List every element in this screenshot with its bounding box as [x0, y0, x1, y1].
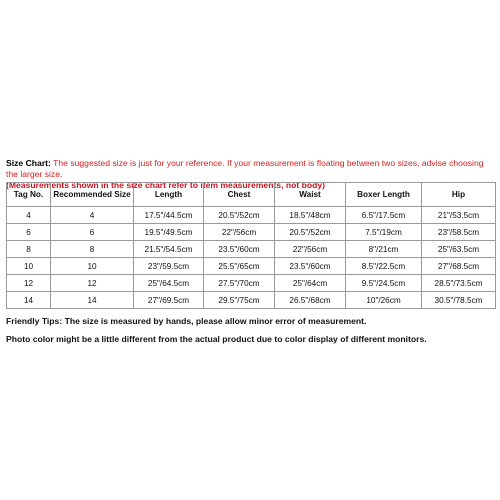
cell-waist: 23.5"/60cm — [275, 258, 346, 275]
header-chest: Chest — [204, 183, 275, 207]
cell-boxer-length: 6.5"/17.5cm — [346, 207, 422, 224]
table-header-row — [7, 183, 496, 207]
table-row — [7, 241, 496, 258]
cell-waist: 22"/56cm — [275, 241, 346, 258]
measurement-note: (Measurements shown in the size chart refer to item measurements, not body) — [6, 180, 325, 190]
cell-boxer-length: 10"/26cm — [346, 292, 422, 309]
cell-length: 17.5"/44.5cm — [134, 207, 204, 224]
cell-chest: 29.5"/75cm — [204, 292, 275, 309]
header-length: Length — [134, 183, 204, 207]
table-row — [7, 207, 496, 224]
cell-recommended-size: 8 — [51, 241, 134, 258]
cell-length: 27"/69.5cm — [134, 292, 204, 309]
cell-length: 23"/59.5cm — [134, 258, 204, 275]
table-row — [7, 224, 496, 241]
photo-color-note: Photo color might be a little different from the actual product due to color display of different monitors. — [6, 334, 427, 344]
cell-boxer-length: 8.5"/22.5cm — [346, 258, 422, 275]
cell-boxer-length: 9.5"/24.5cm — [346, 275, 422, 292]
cell-hip: 28.5"/73.5cm — [422, 275, 496, 292]
table-row — [7, 292, 496, 309]
table-row — [7, 275, 496, 292]
friendly-tips: Friendly Tips: The size is measured by hands, please allow minor error of measurement. — [6, 316, 367, 326]
header-recommended-size: Recommended Size — [51, 183, 134, 207]
cell-tag-no: 6 — [7, 224, 51, 241]
header-tag-no: Tag No. — [7, 183, 51, 207]
cell-recommended-size: 14 — [51, 292, 134, 309]
header-hip: Hip — [422, 183, 496, 207]
header-boxer-length: Boxer Length — [346, 183, 422, 207]
cell-recommended-size: 12 — [51, 275, 134, 292]
cell-waist: 20.5"/52cm — [275, 224, 346, 241]
cell-recommended-size: 6 — [51, 224, 134, 241]
cell-tag-no: 4 — [7, 207, 51, 224]
cell-chest: 23.5"/60cm — [204, 241, 275, 258]
cell-length: 21.5"/54.5cm — [134, 241, 204, 258]
cell-hip: 23"/58.5cm — [422, 224, 496, 241]
cell-hip: 27"/68.5cm — [422, 258, 496, 275]
cell-tag-no: 12 — [7, 275, 51, 292]
cell-chest: 27.5"/70cm — [204, 275, 275, 292]
cell-recommended-size: 10 — [51, 258, 134, 275]
cell-tag-no: 14 — [7, 292, 51, 309]
cell-waist: 18.5"/48cm — [275, 207, 346, 224]
cell-chest: 20.5"/52cm — [204, 207, 275, 224]
cell-chest: 25.5"/65cm — [204, 258, 275, 275]
cell-hip: 30.5"/78.5cm — [422, 292, 496, 309]
size-chart-advice: The suggested size is just for your reference. If your measurement is floating between two sizes, advise choosing the larger size. — [6, 158, 484, 179]
cell-recommended-size: 4 — [51, 207, 134, 224]
cell-tag-no: 10 — [7, 258, 51, 275]
cell-chest: 22"/56cm — [204, 224, 275, 241]
cell-tag-no: 8 — [7, 241, 51, 258]
cell-boxer-length: 8"/21cm — [346, 241, 422, 258]
cell-length: 25"/64.5cm — [134, 275, 204, 292]
cell-boxer-length: 7.5"/19cm — [346, 224, 422, 241]
header-waist: Waist — [275, 183, 346, 207]
cell-hip: 21"/53.5cm — [422, 207, 496, 224]
size-chart-label: Size Chart: — [6, 158, 51, 168]
size-chart-table — [6, 182, 496, 309]
cell-waist: 26.5"/68cm — [275, 292, 346, 309]
table-row — [7, 258, 496, 275]
cell-length: 19.5"/49.5cm — [134, 224, 204, 241]
cell-hip: 25"/63.5cm — [422, 241, 496, 258]
cell-waist: 25"/64cm — [275, 275, 346, 292]
